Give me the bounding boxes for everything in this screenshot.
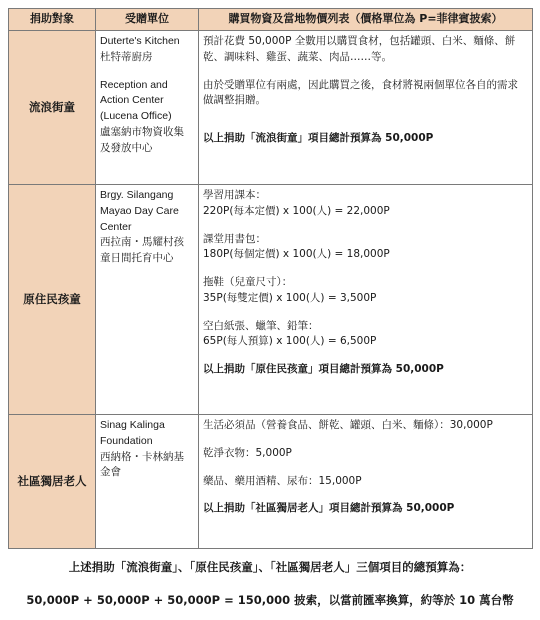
recipient-cell: 流浪街童	[9, 31, 96, 185]
item-calculation: 220P(每本定價) x 100(人) = 22,000P	[203, 204, 390, 217]
organization-cell	[96, 31, 199, 185]
item-description: 藥品、藥用酒精、尿布：15,000P	[203, 474, 362, 487]
items-cell	[199, 31, 533, 185]
items-cell	[199, 415, 533, 549]
donation-table	[8, 8, 533, 549]
organization-cell	[96, 185, 199, 415]
recipient-cell: 原住民孩童	[9, 185, 96, 415]
summary-intro: 上述捐助「流浪街童」、「原住民孩童」、「社區獨居老人」三個項目的總預算為：	[68, 560, 472, 574]
organization-name-zh: 西拉南・馬耀村孩童日間托育中心	[100, 236, 184, 264]
table-row	[9, 31, 533, 185]
organization-name-zh: 西納格・卡林納基金會	[100, 450, 184, 479]
organization-name-en: Reception and Action Center (Lucena Office)	[100, 78, 172, 122]
recipient-cell: 社區獨居老人	[9, 415, 96, 549]
header-items: 購買物資及當地物價列表（價格單位為 P=菲律賓披索）	[199, 9, 533, 31]
organization-name-en: Sinag Kalinga Foundation	[100, 419, 165, 447]
items-cell	[199, 185, 533, 415]
organization-name-zh: 杜特蒂廚房	[100, 50, 153, 63]
organization-cell	[96, 415, 199, 549]
item-description: 生活必須品（營養食品、餅乾、罐頭、白米、麵條）：30,000P	[203, 419, 493, 431]
item-description: 由於受贈單位有兩處，因此購買之後，食材將視兩個單位各自的需求做調整捐贈。	[203, 78, 518, 107]
item-description: 乾淨衣物：5,000P	[203, 446, 292, 459]
item-description: 預計花費 50,000P 全數用以購買食材，包括罐頭、白米、麵條、餅乾、調味料、雞蛋、蔬菜、肉品……等。	[203, 35, 516, 63]
table-row	[9, 415, 533, 549]
item-label: 學習用課本：	[203, 189, 266, 201]
organization-name-en: Duterte's Kitchen	[100, 35, 180, 47]
item-calculation: 35P(每雙定價) x 100(人) = 3,500P	[203, 291, 377, 304]
item-calculation: 180P(每個定價) x 100(人) = 18,000P	[203, 248, 390, 261]
item-calculation: 65P(每人預算) x 100(人) = 6,500P	[203, 335, 377, 348]
item-label: 課堂用書包：	[203, 232, 266, 245]
row-total: 以上捐助「社區獨居老人」項目總計預算為 50,000P	[203, 502, 455, 515]
item-label: 拖鞋（兒童尺寸）：	[203, 276, 293, 288]
table-header-row	[9, 9, 533, 31]
row-total: 以上捐助「原住民孩童」項目總計預算為 50,000P	[203, 363, 444, 375]
organization-name-zh: 盧塞納市物資收集及發放中心	[100, 125, 184, 154]
organization-name-en: Brgy. Silangang Mayao Day Care Center	[100, 189, 179, 233]
summary-total: 50,000P + 50,000P + 50,000P = 150,000 披索，以當前匯率換算，約等於 10 萬台幣	[26, 593, 514, 607]
table-row	[9, 185, 533, 415]
row-total: 以上捐助「流浪街童」項目總計預算為 50,000P	[203, 132, 434, 144]
item-label: 空白紙張、蠟筆、鉛筆：	[203, 319, 319, 332]
header-recipient: 捐助對象	[9, 9, 96, 31]
header-organization: 受贈單位	[96, 9, 199, 31]
